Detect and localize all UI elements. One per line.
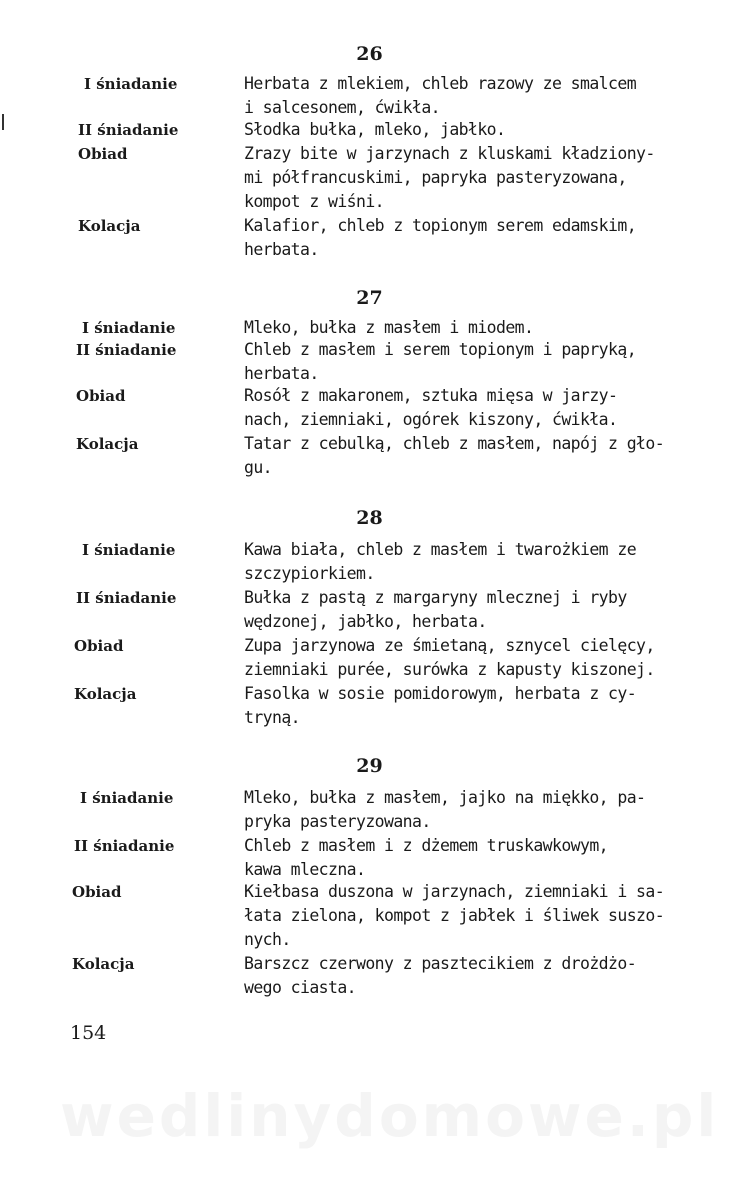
meal-label: Kolacja	[74, 685, 137, 703]
meal-description	[244, 538, 668, 586]
meal-description	[244, 682, 668, 730]
meal-line: Zupa jarzynowa ze śmietaną, sznycel cielęcy,	[244, 636, 655, 655]
meal-line: Mleko, bułka z masłem, jajko na miękko, pa-	[244, 788, 646, 807]
meal-label: I śniadanie	[82, 541, 176, 559]
meal-line: kawa mleczna.	[244, 860, 366, 879]
day-number: 29	[356, 755, 383, 777]
meal-label: Kolacja	[72, 955, 135, 973]
day-number: 27	[356, 287, 383, 309]
meal-line: Barszcz czerwony z pasztecikiem z drożdżo-	[244, 954, 637, 973]
meal-label: II śniadanie	[78, 121, 179, 139]
meal-line: Rosół z makaronem, sztuka mięsa w jarzy-	[244, 386, 618, 405]
meal-description	[244, 384, 668, 432]
meal-label: Obiad	[76, 387, 126, 405]
meal-label: II śniadanie	[76, 341, 177, 359]
meal-line: Fasolka w sosie pomidorowym, herbata z cy-	[244, 684, 637, 703]
meal-line: wędzonej, jabłko, herbata.	[244, 612, 487, 631]
meal-label: I śniadanie	[82, 319, 176, 337]
meal-line: herbata.	[244, 364, 319, 383]
meal-line: Bułka z pastą z margaryny mlecznej i ryby	[244, 588, 627, 607]
meal-label: II śniadanie	[76, 589, 177, 607]
day-number: 26	[356, 43, 383, 65]
meal-line: ziemniaki purée, surówka z kapusty kiszonej.	[244, 660, 655, 679]
meal-label: Obiad	[74, 637, 124, 655]
watermark: wedlinydomowe.pl	[60, 1082, 720, 1150]
meal-line: pryka pasteryzowana.	[244, 812, 431, 831]
meal-description	[244, 432, 668, 480]
meal-line: Herbata z mlekiem, chleb razowy ze smalcem	[244, 74, 637, 93]
meal-line: i salcesonem, ćwikła.	[244, 98, 441, 117]
meal-label: Obiad	[72, 883, 122, 901]
meal-line: nach, ziemniaki, ogórek kiszony, ćwikła.	[244, 410, 618, 429]
meal-description	[244, 72, 668, 120]
meal-line: kompot z wiśni.	[244, 192, 385, 211]
meal-description	[244, 952, 668, 1000]
meal-line: Słodka bułka, mleko, jabłko.	[244, 120, 506, 139]
meal-line: Tatar z cebulką, chleb z masłem, napój z gło-	[244, 434, 665, 453]
meal-description	[244, 338, 668, 386]
meal-description	[244, 634, 668, 682]
meal-description	[244, 118, 668, 142]
meal-line: tryną.	[244, 708, 301, 727]
meal-line: szczypiorkiem.	[244, 564, 375, 583]
meal-line: Kawa biała, chleb z masłem i twarożkiem ze	[244, 540, 637, 559]
page-number: 154	[70, 1022, 107, 1044]
meal-description	[244, 142, 668, 214]
meal-description	[244, 586, 668, 634]
meal-line: herbata.	[244, 240, 319, 259]
meal-label: I śniadanie	[84, 75, 178, 93]
meal-line: Zrazy bite w jarzynach z kluskami kładziony-	[244, 144, 655, 163]
meal-description	[244, 786, 668, 834]
margin-mark	[2, 114, 4, 130]
meal-line: Kalafior, chleb z topionym serem edamskim,	[244, 216, 637, 235]
meal-description	[244, 214, 668, 262]
day-number: 28	[356, 507, 383, 529]
meal-line: łata zielona, kompot z jabłek i śliwek suszo-	[244, 906, 665, 925]
meal-label: II śniadanie	[74, 837, 175, 855]
meal-label: Kolacja	[78, 217, 141, 235]
meal-line: nych.	[244, 930, 291, 949]
meal-label: Obiad	[78, 145, 128, 163]
meal-description	[244, 880, 668, 952]
meal-line: mi półfrancuskimi, papryka pasteryzowana,	[244, 168, 627, 187]
meal-line: gu.	[244, 458, 273, 477]
meal-label: I śniadanie	[80, 789, 174, 807]
meal-description	[244, 316, 668, 340]
meal-line: Mleko, bułka z masłem i miodem.	[244, 318, 534, 337]
meal-line: wego ciasta.	[244, 978, 357, 997]
meal-label: Kolacja	[76, 435, 139, 453]
meal-description	[244, 834, 668, 882]
meal-line: Chleb z masłem i z dżemem truskawkowym,	[244, 836, 609, 855]
meal-line: Chleb z masłem i serem topionym i papryką,	[244, 340, 637, 359]
meal-line: Kiełbasa duszona w jarzynach, ziemniaki i sa-	[244, 882, 665, 901]
